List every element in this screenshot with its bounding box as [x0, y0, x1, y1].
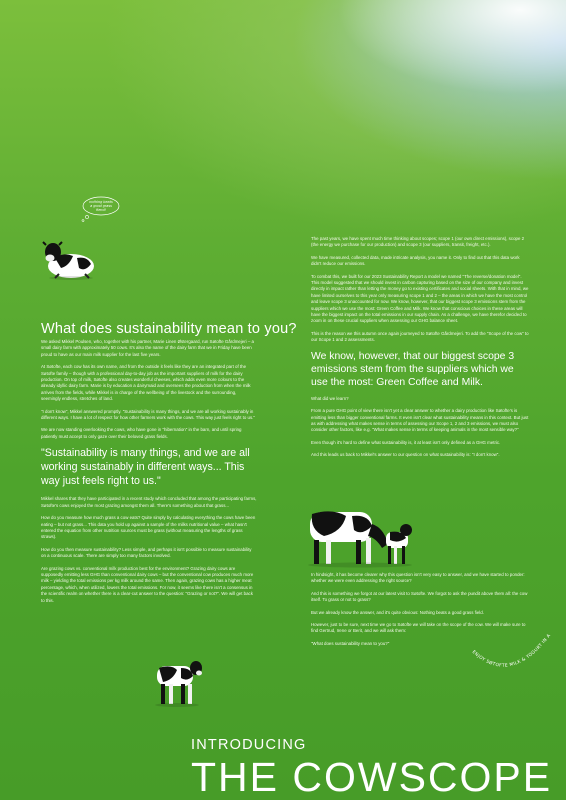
- paragraph: But we already know the answer, and it's quite obvious: Nothing beats a good grass field.: [311, 609, 484, 615]
- bubble-line-3: fiend!: [96, 208, 106, 212]
- paragraph: And this leads us back to Mikkel's answer to our question on what sustainability is: "I don't know".: [311, 452, 500, 458]
- paragraph: This is the reason we this autumn once again journeyed to Søtofte Gårdmejeri. To add the "Scope of the cow" to our Scope 1 and 2 assessments.: [311, 330, 529, 343]
- paragraph: Even though it's hard to define what sustainability is, it at least isn't only defined as a GHG metric.: [311, 439, 501, 445]
- paragraph: The past years, we have spent much time thinking about scopes; scope 1 (our own direct emissions), scope 2 (the energy we purchase for our production) and scope 3 (our suppliers, transit, freight, etc.).: [311, 236, 525, 248]
- standing-cow-illustration: [153, 656, 203, 708]
- paragraph: To combat this, we built for our 2023 Sustainability Report a model we named "The reverse/donation model". This model suggested that we should invest in carbon capturing based on the size of our company and invest directly in impact rather than letting the money go to existing certificates and social sheets. With that in mind, we have limited ourselves to this year only measuring scope 1 and 2 – the areas in which we have the most control and leave scope 3 unaccounted for now. We know, however, that our biggest scope 3 emissions stem from the suppliers which we use the most: Green Coffee and Milk. We know that conscious choices in these areas will have the biggest impact on the total emissions in our supply chain. As a challenge, we have therefor decided to zoom in on these crucial suppliers when assessing our GHG balance sheet.: [311, 273, 529, 324]
- bubble-line-1: nothing beats: [89, 200, 113, 204]
- paragraph: Mikkel shares that they have participated in a recent study which concluded that among the participating farms, Søtofte's cows enjoyed the most grazing amongst them all. There's something about that grass...: [41, 496, 257, 508]
- main-heading: What does sustainability mean to you?: [41, 321, 297, 337]
- paragraph: From a pure GHG point of view there isn't yet a clear answer to whether a dairy production like Søtofte's is emitting less than bigger conventional farms. It even isn't clear what sustainability means in this context. But just as with addressing what makes sense in terms of assessing our Scope 1, 2 and 3 emissions, we must also consider other factors, like e.g. "What makes sense in terms of keeping animals in the most sensible way?": [311, 408, 529, 433]
- paragraph: Are grazing cows vs. conventional milk production best for the environment? Grazing dairy cows are supposedly emitting less GHG than conventional dairy cows – but the conventional cow produces much more milk – yielding the total emissions per kg milk around the same. Then again, grazing cows has a higher meat percentage, which, when utilized, lowers the total emissions. For now, it seems like there isn't a consensus in the scientific realm on whether there is a clear-cut answer to the question: "Grazing or not?". We will get back to this.: [41, 565, 254, 603]
- cow-and-calf-illustration: [302, 506, 414, 568]
- promo-badge: [466, 626, 556, 688]
- paragraph: We have measured, collected data, made intricate analysis, you name it. Only to find out that this data work didn't reduce our emissions.: [311, 254, 520, 267]
- paragraph: At Søtofte, each cow has its own name, and from the outside it feels like they are an integrated part of the Søtofte family – though with a professional day-to-day job as the important suppliers of milk for the dairy production. On top of milk, Søtofte also creates wonderful cheeses, which adds even more colours to the already idyllic dairy farm. Marie is by education a dairymaid and oversees the production from when the milk arrives from the fields, while Mikkel is in charge of the wellbeing of the livestock and the surrounding, seemingly endless, stretches of land.: [41, 364, 251, 402]
- promo-text: ENJOY SØTOFTE MILK & YOGURT IN A: [470, 633, 553, 669]
- pull-quote: "Sustainability is many things, and we are all working sustainably in different ways... This way just feels right to us.": [41, 447, 250, 488]
- paragraph: "What does sustainability mean to you?": [311, 640, 390, 646]
- paragraph: We asked Mikkel Poulsen, who, together with his partner, Marie Linen Østergaard, run Søtofte Gårdmejeri – a small dairy farm with approximately 50 cows. It's also the name of the dairy farm that we in Friday have been proud to have as our main milk supplier for the last five years.: [41, 339, 254, 357]
- paragraph: "I don't know", Mikkel answered promptly. "Sustainability is many things, and we are all working sustainably in different ways. I have a lot of respect for how other farmers work with the cows. This way just feels right to us.": [41, 408, 255, 421]
- paragraph: How do you measure how much grass a cow eats? Quite simply by calculating everything the cows have been eating – but not grass... This data you hold up against a sample of the milks nutritional value – what hasn't entered the equation from other nutrition sources must be grass (without measuring the lengths of grass straws).: [41, 515, 256, 540]
- svg-text:ENJOY SØTOFTE MILK & YOGURT IN: [466, 626, 552, 669]
- intro-label: INTRODUCING: [191, 737, 307, 753]
- paragraph: However, just to be sure, next time we go to Søtofte we will take on the scope of the cow. We will make sure to find Gertrud, Irene or Berit, and we will ask them:: [311, 622, 526, 634]
- paragraph: And this is something we forgot at our latest visit to Søtofte. We forgot to ask the pundit above them all: the cow itself. To grass or not to grass?: [311, 590, 528, 603]
- paragraph: How do you then measure sustainability? Less simple, and perhaps it isn't possible to measure sustainability on a continuous scale. There are simply too many factors involved.: [41, 546, 252, 559]
- thought-bubble-shape: [78, 196, 120, 222]
- right-column: [311, 236, 529, 465]
- poster-title: THE COWSCOPE: [191, 754, 553, 800]
- thought-bubble: [78, 196, 120, 222]
- paragraph: We are now standing overlooking the cows, who have gone in "hibernation" in the barn, and until spring patiently must accept to only gaze over their beloved grass fields.: [41, 427, 242, 439]
- paragraph: What did we learn?: [311, 395, 349, 401]
- lying-cow-illustration: [41, 236, 97, 282]
- bubble-line-2: a good grass: [90, 204, 112, 208]
- paragraph: In hindsight, it has become clearer why this question isn't very easy to answer, and we have started to ponder: whether we were even addressing the right source?: [311, 572, 525, 584]
- left-column: [41, 339, 257, 610]
- subheading: We know, however, that our biggest scope 3 emissions stem from the suppliers which we use the most: Green Coffee and Milk.: [311, 350, 515, 388]
